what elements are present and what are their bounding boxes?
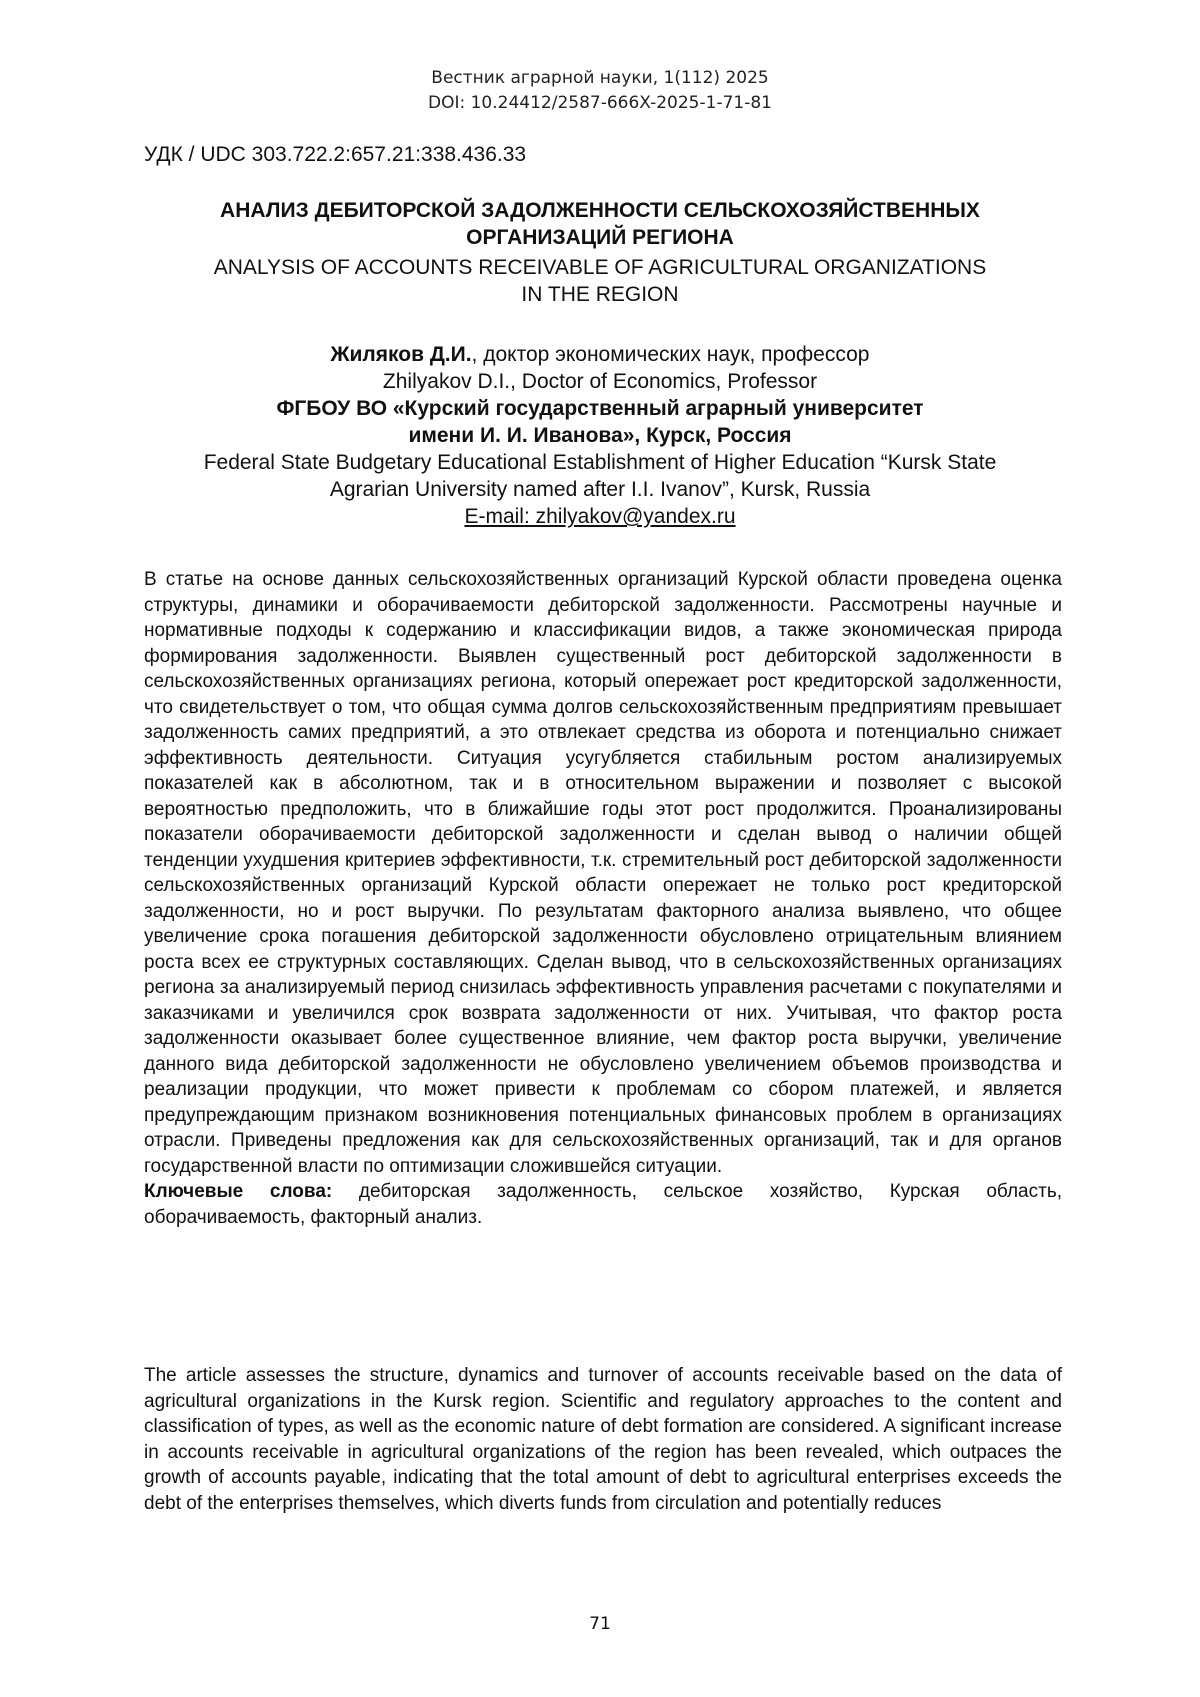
keywords-text: дебиторская задолженность, сельское хозяйство, Курская область, оборачиваемость, факторный анализ. <box>144 1181 1062 1228</box>
title-ru <box>130 197 1070 251</box>
affiliation-ru-line: ФГБОУ ВО «Курский государственный аграрный университет <box>276 397 924 420</box>
udc-code: УДК / UDC 303.722.2:657.21:338.436.33 <box>144 143 527 166</box>
affiliation-ru-line: имени И. И. Иванова», Курск, Россия <box>408 424 792 447</box>
page-number: 71 <box>589 1614 611 1634</box>
abstract-ru <box>144 567 1062 1230</box>
journal-header: Вестник аграрной науки, 1(112) 2025 <box>431 68 769 88</box>
email-link[interactable]: E-mail: zhilyakov@yandex.ru <box>464 505 736 528</box>
author-block <box>130 341 1070 530</box>
title-en-line: ANALYSIS OF ACCOUNTS RECEIVABLE OF AGRICULTURAL ORGANIZATIONS <box>213 256 987 279</box>
doi-line: DOI: 10.24412/2587-666X-2025-1-71-81 <box>428 93 772 113</box>
title-ru-line: ОРГАНИЗАЦИЙ РЕГИОНА <box>466 226 734 249</box>
title-en <box>130 254 1070 308</box>
author-ru-line <box>130 341 1070 368</box>
affiliation-en-line: Agrarian University named after I.I. Ivanov”, Kursk, Russia <box>329 478 871 501</box>
affiliation-en-line: Federal State Budgetary Educational Establishment of Higher Education “Kursk State <box>203 451 997 474</box>
keywords-ru <box>144 1179 1062 1230</box>
author-degree-ru: , доктор экономических наук, профессор <box>471 343 870 366</box>
keywords-label: Ключевые слова: <box>144 1181 333 1202</box>
author-name-ru: Жиляков Д.И. <box>330 343 472 366</box>
abstract-en-text: The article assesses the structure, dynamics and turnover of accounts receivable based on the data of agricultural organizations in the Kursk region. Scientific and regulatory approaches to the content and classification of types, as well as the economic nature of debt formation are considered. A significant increase in accounts receivable in agricultural organizations of the region has been revealed, which outpaces the growth of accounts payable, indicating that the total amount of debt to agricultural enterprises exceeds the debt of the enterprises themselves, which diverts funds from circulation and potentially reduces <box>144 1365 1062 1514</box>
abstract-en <box>144 1363 1062 1516</box>
title-ru-line: АНАЛИЗ ДЕБИТОРСКОЙ ЗАДОЛЖЕННОСТИ СЕЛЬСКОХОЗЯЙСТВЕННЫХ <box>220 199 980 222</box>
abstract-ru-text: В статье на основе данных сельскохозяйственных организаций Курской области проведена оценка структуры, динамики и оборачиваемости дебиторской задолженности. Рассмотрены научные и нормативные подходы к содержанию и классификации видов, а также экономическая природа формирования задолженности. Выявлен существенный рост дебиторской задолженности в сельскохозяйственных организациях региона, который опережает рост кредиторской задолженности, что свидетельствует о том, что общая сумма долгов сельскохозяйственным предприятиям превышает задолженность самих предприятий, а это отвлекает средства из оборота и потенциально снижает эффективность деятельности. Ситуация усугубляется стабильным ростом анализируемых показателей как в абсолютном, так и в относительном выражении и позволяет с высокой вероятностью предположить, что в ближайшие годы этот рост продолжится. Проанализированы показатели оборачиваемости дебиторской задолженности и сделан вывод о наличии общей тенденции ухудшения критериев эффективности, т.к. стремительный рост дебиторской задолженности сельскохозяйственных организаций Курской области опережает не только рост кредиторской задолженности, но и рост выручки. По результатам факторного анализа выявлено, что общее увеличение срока погашения дебиторской задолженности обусловлено отрицательным влиянием роста всех ее структурных составляющих. Сделан вывод, что в сельскохозяйственных организациях региона за анализируемый период снизилась эффективность управления расчетами с покупателями и заказчиками и увеличился срок возврата задолженности от них. Учитывая, что фактор роста задолженности оказывает более существенное влияние, чем фактор роста выручки, увеличение данного вида дебиторской задолженности не обусловлено увеличением объемов производства и реализации продукции, что может привести к проблемам со сбором платежей, и является предупреждающим признаком возникновения потенциальных финансовых проблем в организациях отрасли. Приведены предложения как для сельскохозяйственных организаций, так и для органов государственной власти по оптимизации сложившейся ситуации. <box>144 569 1062 1177</box>
author-en-line: Zhilyakov D.I., Doctor of Economics, Professor <box>382 370 818 393</box>
title-en-line: IN THE REGION <box>521 283 679 306</box>
